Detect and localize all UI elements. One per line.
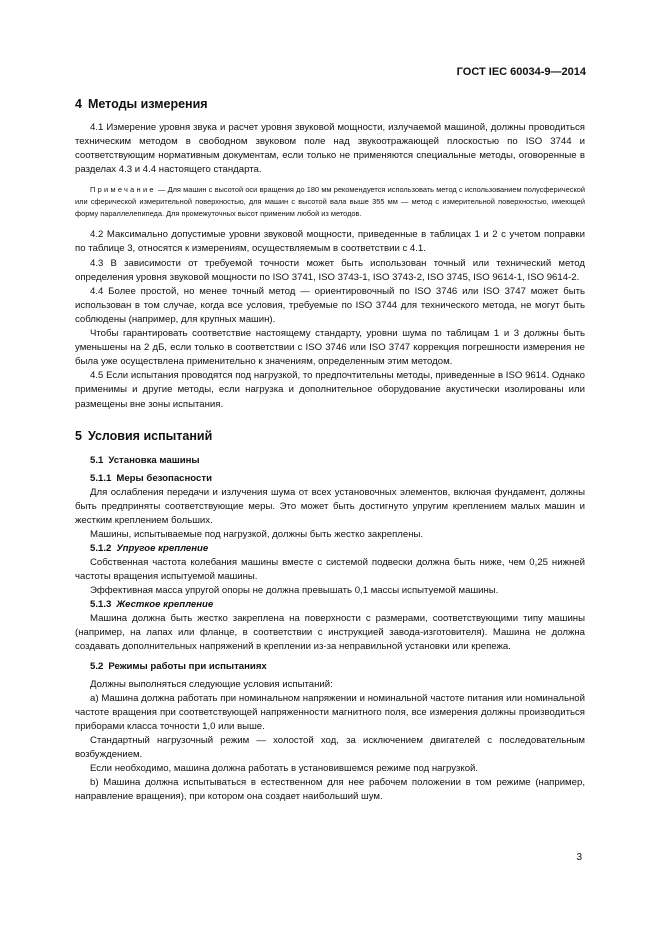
subsection-number: 5.2 (90, 660, 104, 672)
section-5-heading (75, 428, 585, 444)
section-number: 4 (75, 97, 82, 111)
clause-5-1-1-heading (75, 472, 585, 486)
note (75, 184, 585, 220)
subsection-number: 5.1 (90, 454, 104, 466)
paragraph-4-2: 4.2 Максимально допустимые уровни звуковой мощности, приведенные в таблицах 1 и 2 с учетом поправки по таблице 3, относятся к измерениям, осуществляемым в соответствии с 4.1. (75, 229, 585, 255)
section-title: Условия испытаний (87, 428, 213, 443)
clause-5-1-3-heading (75, 598, 585, 612)
paragraph-5-1-1-a: Для ослабления передачи и излучения шума от всех установочных элементов, включая фундамент, должны быть предприняты соответствующие меры. Это может быть достигнуто упругим креплением малых машин и жестким креплением больших. (75, 486, 585, 526)
clause-number: 5.1.2 (90, 542, 112, 554)
clause-5-1-2-heading (75, 542, 585, 556)
paragraph-4-4-continued: Чтобы гарантировать соответствие настоящему стандарту, уровни шума по таблицам 1 и 3 должны быть уменьшены на 2 дБ, если только в соответствии с ISO 3746 или ISO 3747 коррекция погрешности измерения не была уже осуществлена применительно к значениям, определенным этим методом. (75, 328, 585, 368)
clause-title: Жесткое крепление (116, 599, 214, 611)
clause-title: Меры безопасности (116, 472, 212, 484)
section-title: Методы измерения (87, 97, 208, 111)
paragraph-4-4: 4.4 Более простой, но менее точный метод — ориентировочный по ISO 3746 или ISO 3747 может быть использован в том случае, когда все условия, требуемые по ISO 3744 для технического метода, не могут быть соблюдены (например, для крупных машин). (75, 285, 585, 325)
paragraph-4-5: 4.5 Если испытания проводятся под нагрузкой, то предпочтительны методы, приведенные в ISO 9614. Однако применимы и другие методы, если нагрузка и дополнительное оборудование акустически изолированы или размещены вне зоны испытания. (75, 370, 585, 410)
page-content (75, 92, 585, 804)
clause-title: Упругое крепление (116, 542, 209, 554)
paragraph-5-2-a-load: Стандартный нагрузочный режим — холостой ход, за исключением двигателей с последовательным возбуждением. (75, 734, 585, 760)
paragraph-5-2-b: b) Машина должна испытываться в естественном для нее рабочем положении в том режиме (например, направление вращения), при котором она создает наибольший шум. (75, 777, 585, 803)
paragraph-5-2-a: a) Машина должна работать при номинальном напряжении и номинальной частоте питания или номинальной частоте вращения при соответствующей напряженности магнитного поля, все измерения должны производиться приборами класса точности 1,0 или выше. (75, 692, 585, 732)
paragraph-5-1-3: Машина должна быть жестко закреплена на поверхности с размерами, соответствующими типу машины (например, на лапах или фланце, в соответствии с инструкцией завода-изготовителя). Машина не должна создавать дополнительных напряжений в креплении из-за неправильной установки или крепежа. (75, 613, 585, 653)
clause-number: 5.1.1 (90, 472, 112, 484)
page-number: 3 (576, 852, 582, 863)
section-4-heading (75, 96, 585, 112)
paragraph-4-1: 4.1 Измерение уровня звука и расчет уровня звуковой мощности, излучаемой машиной, должны проводиться техническим методом в свободном звуковом поле над звукоотражающей плоскостью по ISO 3744 и соответствующим нормативным документам, если только не применяются специальные методы, оговоренные в разделах 4.3 и 4.4 настоящего стандарта. (75, 122, 585, 176)
subsection-5-1-heading (75, 454, 585, 468)
paragraph-5-2-a-steady: Если необходимо, машина должна работать в установившемся режиме под нагрузкой. (90, 763, 479, 775)
paragraph-5-1-2-b: Эффективная масса упругой опоры не должна превышать 0,1 массы испытуемой машины. (90, 585, 499, 597)
note-label: Примечание (90, 185, 156, 195)
subsection-title: Режимы работы при испытаниях (108, 660, 267, 672)
note-text: — Для машин с высотой оси вращения до 180 мм рекомендуется использовать метод с использованием полусферической или сферической измерительной поверхностью, для машин с высотой вала выше 355 мм — метод с измерительной поверхностью, имеющей форму параллелепипеда. Для промежуточных высот применим любой из методов. (75, 185, 585, 219)
paragraph-5-1-2-a: Собственная частота колебания машины вместе с системой подвески должна быть ниже, чем 0,25 нижней частоты вращения испытуемой машины. (75, 556, 585, 583)
document-id-header: ГОСТ IEC 60034-9—2014 (456, 66, 586, 78)
subsection-title: Установка машины (108, 454, 200, 466)
paragraph-4-3: 4.3 В зависимости от требуемой точности может быть использован точный или технический метод определения уровня звуковой мощности по ISO 3741, ISO 3743-1, ISO 3743-2, ISO 3745, ISO 9614-1, ISO 9614-2. (75, 257, 585, 283)
clause-number: 5.1.3 (90, 599, 112, 611)
paragraph-5-1-1-b: Машины, испытываемые под нагрузкой, должны быть жестко закреплены. (90, 528, 424, 540)
paragraph-5-2-intro: Должны выполняться следующие условия испытаний: (90, 678, 333, 690)
subsection-5-2-heading (75, 660, 585, 674)
section-number: 5 (75, 428, 82, 443)
